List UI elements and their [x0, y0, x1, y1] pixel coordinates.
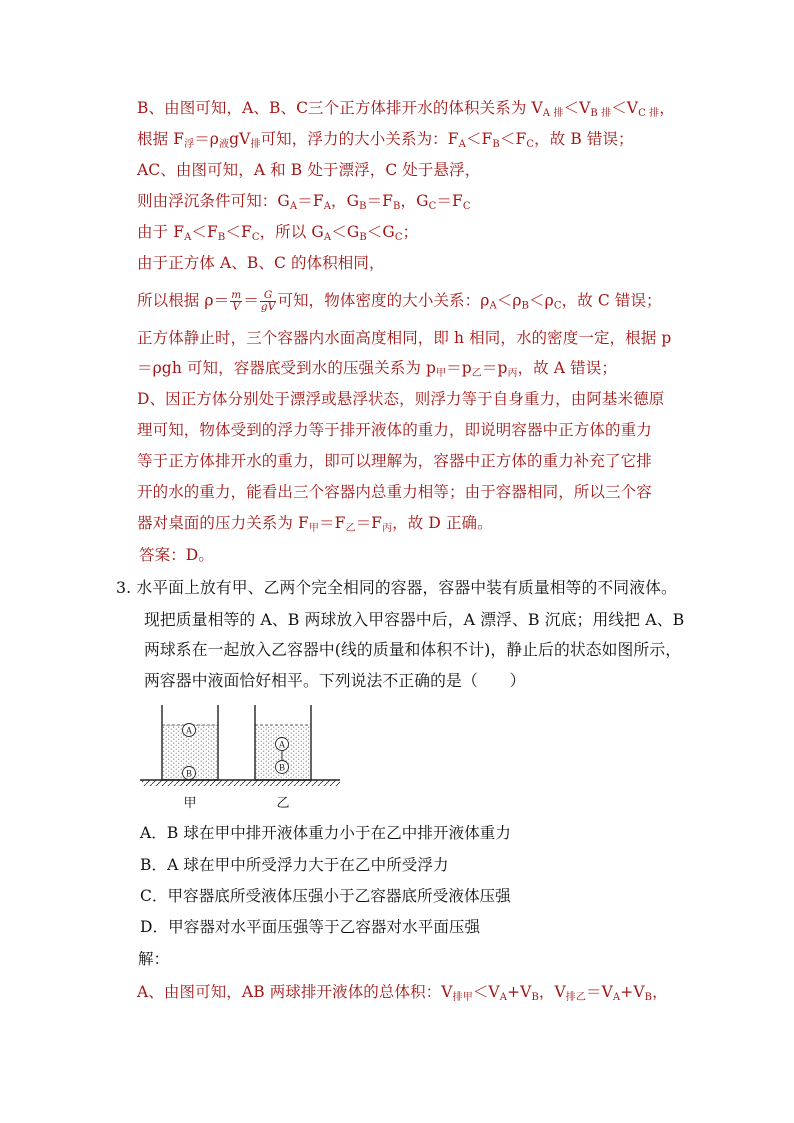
option-c: C．甲容器底所受液体压强小于乙容器底所受液体压强 — [140, 887, 511, 905]
ground — [140, 780, 340, 786]
ball-b-tied — [276, 761, 289, 774]
fraction-m-over-v: $\frac{m}{V}$ — [231, 289, 242, 313]
solution-line-12: 等于正方体排开水的重力，即可以理解为，容器中正方体的重力补充了它排 — [137, 452, 652, 470]
svg-text:B: B — [185, 768, 193, 779]
solution-line-10: D、因正方体分别处于漂浮或悬浮状态，则浮力等于自身重力，由阿基米德原 — [137, 390, 665, 408]
svg-text:B: B — [278, 762, 286, 773]
solution-line-11: 理可知，物体受到的浮力等于排开液体的重力，即说明容器中正方体的重力 — [137, 421, 652, 439]
solution-line-5: 由于 $F_A<F_B<F_C$，所以 $G_A<G_B<G_C$； — [137, 223, 419, 243]
question-3-line-4: 两容器中液面恰好相平。下列说法不正确的是（ ） — [144, 671, 526, 690]
question-3-line-3: 两球系在一起放入乙容器中(线的质量和体积不计)，静止后的状态如图所示， — [144, 640, 682, 659]
solution-line-9: ＝ρgh 可知，容器底受到水的压强关系为 $p_甲=p_乙=p_丙$，故 A 错误； — [137, 359, 617, 379]
svg-text:A: A — [185, 725, 193, 736]
question-3-line-2: 现把质量相等的 A、B 两球放入甲容器中后，A 漂浮、B 沉底；用线把 A、B — [144, 610, 685, 629]
ball-a-floating — [183, 724, 196, 737]
solution-line-4: 则由浮沉条件可知：$G_A=F_A$，$G_B=F_B$，$G_C=F_C$ — [137, 192, 471, 212]
option-d: D．甲容器对水平面压强等于乙容器对水平面压强 — [140, 918, 481, 936]
question-3-solution-line-1: A、由图可知，AB 两球排开液体的总体积：$V_{排甲}<V_A+V_B$，$V_{排乙}=V_A+V_B$， — [137, 983, 668, 1003]
solution-line-1: B、由图可知，A、B、C三个正方体排开水的体积关系为 $V_{A 排}<V_{B 排}<V_{C 排}$， — [137, 99, 675, 119]
ball-b-sunk — [183, 767, 196, 780]
container-jia — [162, 705, 218, 780]
container-label-jia: 甲 — [183, 796, 197, 811]
svg-text:A: A — [278, 739, 286, 750]
container-yi — [255, 705, 311, 780]
solution-line-6: 由于正方体 A、B、C 的体积相同， — [137, 254, 385, 272]
containers-figure — [140, 700, 350, 815]
fraction-g-over-gv: $\frac{G}{gV}$ — [260, 289, 276, 313]
solution-line-14: 器对桌面的压力关系为 $F_甲=F_乙=F_丙$，故 D 正确。 — [137, 514, 493, 534]
container-label-yi: 乙 — [276, 796, 290, 811]
solution-label: 解： — [138, 950, 170, 968]
solution-line-2: 根据 $F_浮=\rho_液gV_排$可知，浮力的大小关系为：$F_A<F_B<F_C$，故 B 错误； — [137, 130, 634, 150]
question-3-line-1: 3. 水平面上放有甲、乙两个完全相同的容器，容器中装有质量相等的不同液体。 — [116, 578, 677, 597]
answer-line: 答案：D。 — [139, 546, 214, 564]
solution-line-8: 正方体静止时，三个容器内水面高度相同，即 h 相同，水的密度一定，根据 p — [137, 329, 672, 347]
option-b: B．A 球在甲中所受浮力大于在乙中所受浮力 — [140, 856, 449, 874]
ball-a-tied — [276, 738, 289, 751]
solution-line-7: 所以根据 ρ＝ $\frac{m}{V}$ ＝ $\frac{G}{gV}$ 可知，物体密度的大小关系：$\rho_A<\rho_B<\rho_C$，故 C 错误； — [137, 289, 662, 313]
solution-line-13: 开的水的重力，能看出三个容器内总重力相等；由于容器相同，所以三个容 — [137, 483, 652, 501]
solution-line-3: AC、由图可知，A 和 B 处于漂浮，C 处于悬浮， — [137, 161, 481, 179]
option-a: A．B 球在甲中排开液体重力小于在乙中排开液体重力 — [140, 824, 512, 842]
